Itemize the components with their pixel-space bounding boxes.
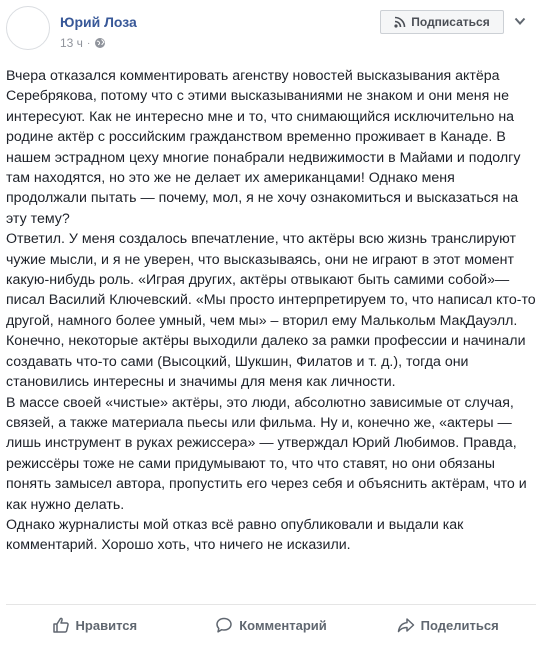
actions-divider bbox=[6, 604, 536, 605]
author-name[interactable]: Юрий Лоза bbox=[60, 14, 137, 30]
like-label: Нравится bbox=[75, 617, 138, 633]
rss-icon bbox=[394, 16, 406, 28]
globe-icon bbox=[94, 37, 106, 49]
comment-bubble-icon bbox=[215, 616, 233, 634]
post-paragraph: Ответил. У меня создалось впечатление, что актёры всю жизнь транслируют чужие мысли, и я не уверен, что высказываясь, они не играют в этот момент какую-нибудь роль. «Играя других, актёры отвыкают быть самими собой»— писал Василий Ключевский. «Мы просто интерпретируем то, что написал кто-то другой, намного более умный, чем мы» – вторил ему Малькольм МакДауэлл. Конечно, некоторые актёры выходили далеко за рамки профессии и начинали создавать что-то сами (Высоцкий, Шукшин, Филатов и т. д.), тогда они становились интересны и значимы для меня как личности. bbox=[6, 231, 536, 391]
post-text bbox=[6, 66, 538, 556]
share-arrow-icon bbox=[397, 616, 415, 634]
post-timestamp[interactable]: 13 ч bbox=[60, 36, 83, 50]
post-paragraph: Однако журналисты мой отказ всё равно опубликовали и выдали как комментарий. Хорошо хоть, что ничего не исказили. bbox=[6, 516, 464, 554]
meta-separator: · bbox=[86, 37, 91, 49]
post-meta bbox=[60, 36, 106, 50]
avatar[interactable] bbox=[6, 6, 50, 50]
share-button[interactable] bbox=[359, 606, 536, 644]
subscribe-label: Подписаться bbox=[411, 15, 490, 29]
like-button[interactable] bbox=[6, 606, 183, 644]
comment-label: Комментарий bbox=[239, 617, 327, 633]
post-paragraph: В массе своей «чистые» актёры, это люди, абсолютно зависимые от случая, связей, а также материала пьесы или фильма. Ну и, конечно же, «актеры — лишь инструмент в руках режиссера» — утверждал Юрий Любимов. Правда, режиссёры тоже не сами придумывают то, что что ставят, но они обязаны понять замысел автора, пропустить его через себя и объяснить актёрам, что и как нужно делать. bbox=[6, 394, 527, 513]
subscribe-button[interactable] bbox=[380, 10, 504, 34]
thumbs-up-icon bbox=[52, 616, 70, 634]
chevron-down-icon[interactable] bbox=[513, 14, 527, 28]
post-paragraph: Вчера отказался комментировать агенству новостей высказывания актёра Серебрякова, потому что с этими высказываниями не знаком и они меня не интересуют. Как не интересно мне и то, что снимающийся исключительно на родине актёр с российским гражданством временно проживает в Канаде. В нашем эстрадном цеху многие понабрали недвижимости в Майами и подолгу там находятся, но это же не делает их американцами! Однако меня продолжали пытать — почему, мол, я не хочу ознакомиться и высказаться на эту тему? bbox=[6, 68, 521, 227]
comment-button[interactable] bbox=[183, 606, 360, 644]
action-bar bbox=[6, 606, 536, 644]
share-label: Поделиться bbox=[420, 617, 499, 633]
